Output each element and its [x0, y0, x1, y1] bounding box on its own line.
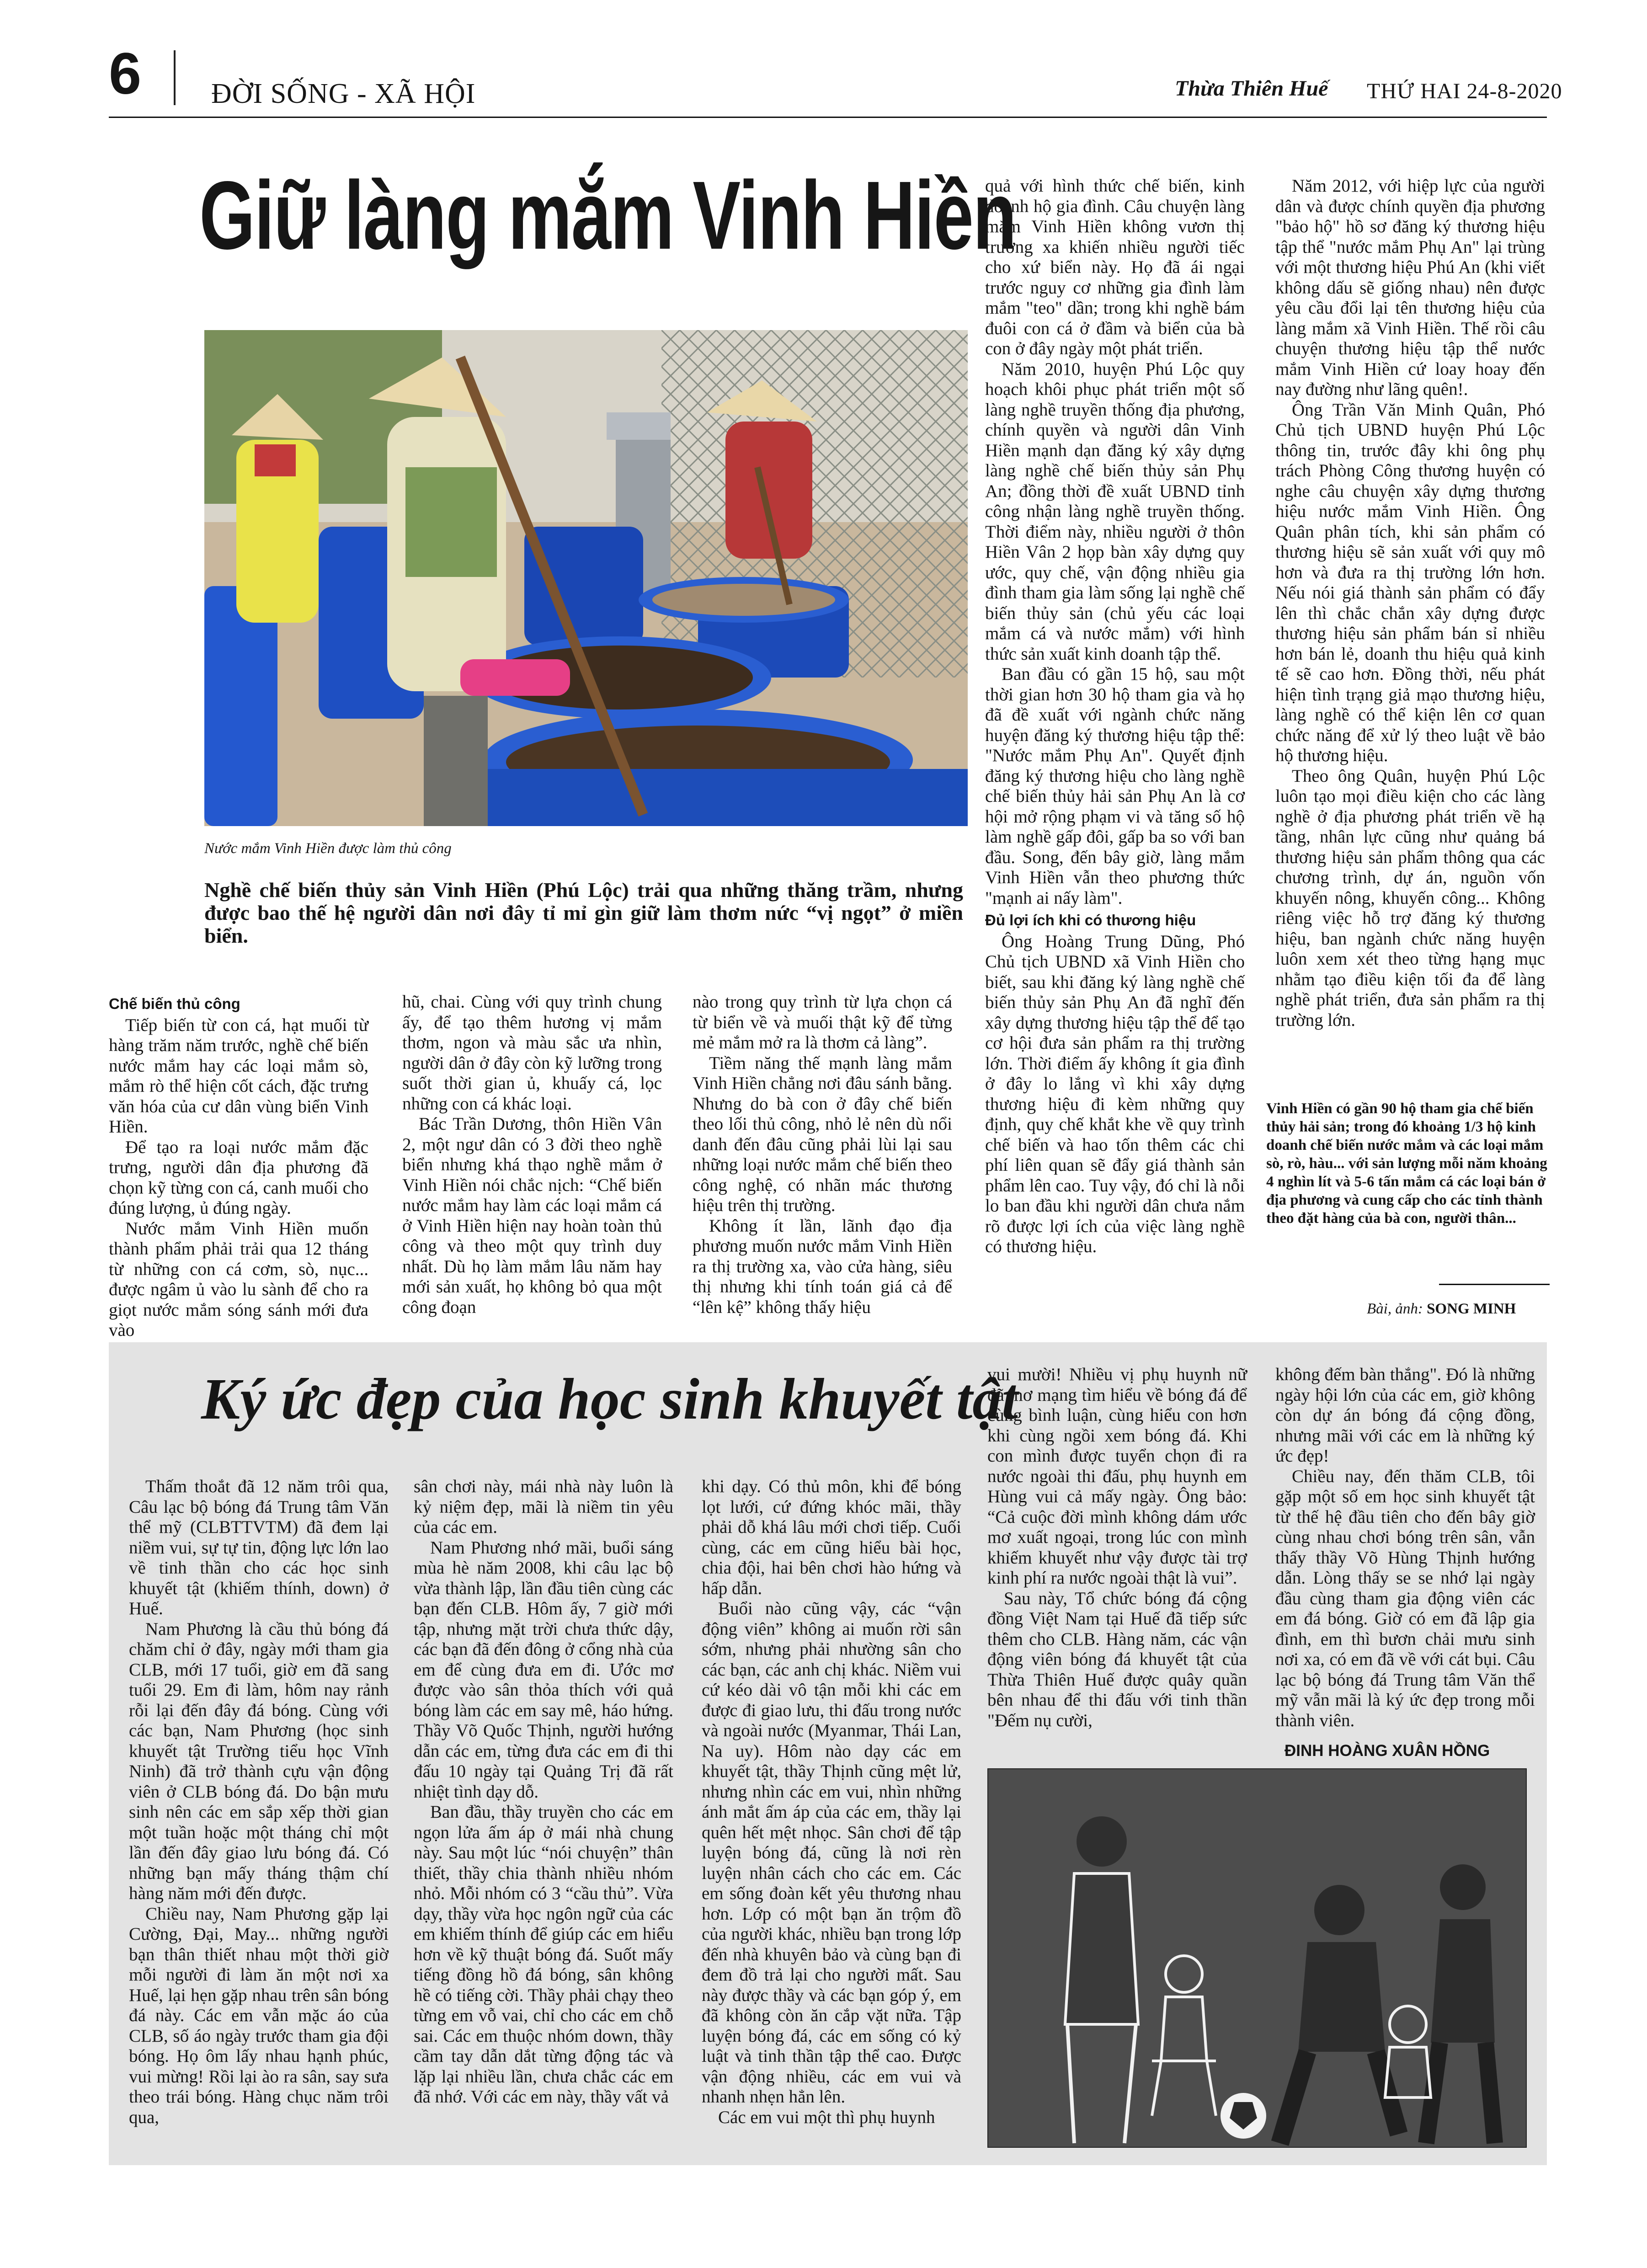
paragraph: Năm 2010, huyện Phú Lộc quy hoạch khôi phục phát triển một số làng nghề truyền thống địa phương, chính quyền và người dân Vinh Hiền mạnh dạn đăng ký xây dựng làng nghề chế biến thủy sản Phụ An; đồng thời đề xuất UBND tỉnh công nhận làng nghề truyền thống. Thời điểm này, nhiều người ở thôn Hiền Vân 2 họp bàn xây dựng quy ước, quy chế, vận động nhiều gia đình tham gia làm sống lại nghề chế biến thủy sản (chủ yếu các loại mắm cá và nước mắm) với hình thức sản xuất kinh doanh tập thể.: [985, 359, 1245, 664]
paragraph: Sau này, Tổ chức bóng đá cộng đồng Việt Nam tại Huế đã tiếp sức thêm cho CLB. Hàng năm, các vận động viên bóng đá khuyết tật của Thừa Thiên Huế được quây quần bên nhau để thi đấu với tinh thần "Đếm nụ cười,: [987, 1588, 1247, 1730]
article1-column-4: [985, 176, 1245, 1257]
newspaper-name: Thừa Thiên Huế: [1175, 76, 1328, 101]
paragraph: Nước mắm Vinh Hiền muốn thành phẩm phải trải qua 12 tháng từ những con cá cơm, sò, nục... được ngâm ủ vào lu sành để cho ra giọt nước mắm sóng sánh mới đưa vào: [109, 1218, 368, 1340]
article2-byline: ĐINH HOÀNG XUÂN HỒNG: [1285, 1742, 1490, 1760]
paragraph: Theo ông Quân, huyện Phú Lộc luôn tạo mọi điều kiện cho các làng nghề ở địa phương phát triển về hạ tầng, nhân lực cũng như quảng bá thương hiệu sản phẩm thông qua các chương trình, dự án, nguồn vốn khuyến nông, khuyến công... Không riêng việc hỗ trợ đăng ký thương hiệu, ban ngành chức năng huyện luôn xem xét theo từng hạng mục nhằm tạo điều kiện tối đa để làng nghề phát triển, đưa sản phẩm ra thị trường lớn.: [1275, 766, 1545, 1030]
issue-date: THỨ HAI 24-8-2020: [1367, 79, 1562, 103]
paragraph: Nam Phương nhớ mãi, buổi sáng mùa hè năm 2008, khi câu lạc bộ vừa thành lập, lần đầu tiên cùng các bạn đến CLB. Hôm ấy, 7 giờ mới tập, nhưng mặt trời chưa thức dậy, các bạn đã đến đông ở cổng nhà của em để cùng đưa em đi. Ước mơ được vào sân thỏa thích với quả bóng làm các em say mê, háo hứng. Thầy Võ Quốc Thịnh, người hướng dẫn các em, từng đưa các em đi thi đấu 10 ngày tại Quảng Trị đã rất nhiệt tình dạy dỗ.: [414, 1537, 673, 1802]
paragraph: khi dạy. Có thủ môn, khi để bóng lọt lưới, cứ đứng khóc mãi, thầy phải dỗ khá lâu mới chơi tiếp. Cuối cùng, các em cũng hiểu bài học, chia đội, hai bên chơi hào hứng và hấp dẫn.: [702, 1477, 961, 1598]
paragraph: hũ, chai. Cùng với quy trình chung ấy, để tạo thêm hương vị mắm thơm, ngon và màu sắc ưa nhìn, người dân ở đây còn kỹ lưỡng trong suốt thời gian ủ, khuấy cá, lọc những con cá khác loại.: [402, 992, 662, 1114]
football-illustration: [987, 1768, 1527, 2148]
article1-column-3: [693, 992, 952, 1318]
paragraph: Ban đầu, thầy truyền cho các em ngọn lửa ấm áp ở mái nhà chung này. Sau một lúc “nói chuyện” thân thiết, thầy chia thành nhiều nhóm nhỏ. Mỗi nhóm có 3 “cầu thủ”. Vừa dạy, thầy vừa học ngôn ngữ của các em khiếm thính để giúp các em hiểu hơn về kỹ thuật bóng đá. Suốt mấy tiếng đồng hồ đá bóng, sân không hề có tiếng cời. Thầy phải chạy theo từng em vỗ vai, chỉ cho các em chỗ sai. Các em thuộc nhóm down, thầy cầm tay dẫn dắt từng động tác và lặp lại nhiều lần, chưa chắc các em đã nhớ. Với các em này, thầy vất vả: [414, 1802, 673, 2107]
subheading: Đủ lợi ích khi có thương hiệu: [985, 912, 1196, 929]
paragraph: Năm 2012, với hiệp lực của người dân và được chính quyền địa phương "bảo hộ" hồ sơ đăng ký thương hiệu tập thể "nước mắm Phụ An" lại trùng với một thương hiệu Phú An (khi viết không dấu sẽ giống nhau) nên được yêu cầu đổi lại tên thương hiệu của làng mắm xã Vinh Hiền. Thế rồi câu chuyện thương hiệu tập thể nước mắm Vinh Hiền cứ loay hoay đến nay đường như lãng quên!.: [1275, 176, 1545, 399]
article2-column-4: [987, 1365, 1247, 1731]
article1-column-5: [1275, 176, 1545, 1030]
paragraph: Chiều nay, đến thăm CLB, tôi gặp một số em học sinh khuyết tật từ thế hệ đầu tiên cho đến bây giờ cùng nhau chơi bóng trên sân, vẫn thấy thầy Võ Hùng Thịnh hướng dẫn. Lòng thấy se se nhớ lại ngày đầu cùng tham gia động viên các em đá bóng. Giờ có em đã lập gia đình, em thì bươn chải mưu sinh nơi xa, có em đã về với cát bụi. Câu lạc bộ bóng đá Trung tâm Văn thể mỹ vẫn mãi là ký ức đẹp trong mỗi thành viên.: [1275, 1466, 1535, 1730]
paragraph: Ông Hoàng Trung Dũng, Phó Chủ tịch UBND xã Vinh Hiền cho biết, sau khi đăng ký làng nghề chế biến thủy sản Phụ An đã nghĩ đến xây dựng thương hiệu tập thể để tạo cơ hội đưa sản phẩm ra thị trường lớn. Thời điểm ấy không ít gia đình ở đây lo lắng vì khi xây dựng thương hiệu đi kèm những quy định, quy chế khắt khe về quy trình chế biến và hao tốn thêm các chi phí liên quan sẽ đẩy giá thành sản phẩm lên cao. Tuy vậy, đó chỉ là nỗi lo ban đầu khi người dân chưa nắm rõ được lợi ích của việc làng nghề có thương hiệu.: [985, 931, 1245, 1256]
article-photo: [204, 330, 968, 826]
football-players-sketch: [987, 1768, 1527, 2148]
article2-column-3: [702, 1477, 961, 2128]
header-separator: [174, 50, 176, 105]
article1-column-2: [402, 992, 662, 1318]
article-title: Giữ làng mắm Vinh Hiền: [199, 161, 1016, 269]
byline-author: SONG MINH: [1427, 1301, 1516, 1317]
paragraph: Ông Trần Văn Minh Quân, Phó Chủ tịch UBND huyện Phú Lộc thông tin, trước đây khi ông phụ trách Phòng Công thương huyện có nghe câu chuyện xây dựng thương hiệu nước mắm Vinh Hiền. Ông Quân phân tích, khi sản phẩm có thương hiệu sẽ sản xuất với quy mô hơn và đưa ra thị trường lớn hơn. Nếu nói giá thành sản phẩm có đẩy lên thì chắc chắn xây dựng được thương hiệu sản phẩm bán sỉ nhiều hơn bán lẻ, doanh thu hiệu quả kinh tế sẽ cao hơn. Đồng thời, nếu phát hiện tình trạng giả mạo thương hiệu, làng nghề có thể kiện lên cơ quan chức năng để xử lý theo luật về bảo hộ thương hiệu.: [1275, 400, 1545, 765]
paragraph: quả với hình thức chế biến, kinh doanh hộ gia đình. Câu chuyện làng mắm Vinh Hiền không vươn thị trường xa khiến nhiều người tiếc cho xứ biển này. Họ đã ái ngại trước nguy cơ những gia đình làm mắm "teo" dần; trong khi nghề bám đuôi con cá ở đầm và biển của bà con ở đây ngày một phát triển.: [985, 176, 1245, 358]
subheading: Chế biến thủ công: [109, 995, 240, 1012]
article1-byline: [1367, 1301, 1516, 1318]
paragraph: sân chơi này, mái nhà này luôn là kỷ niệm đẹp, mãi là niềm tin yêu của các em.: [414, 1477, 673, 1537]
byline-rule: [1439, 1284, 1550, 1285]
paragraph: Để tạo ra loại nước mắm đặc trưng, người dân địa phương đã chọn kỹ từng con cá, canh muối cho đúng lượng, ủ đúng ngày.: [109, 1137, 368, 1218]
fish-sauce-photo-illustration: [204, 330, 968, 826]
paragraph: Tiếp biến từ con cá, hạt muối từ hàng trăm năm trước, nghề chế biến nước mắm hay các loại mắm sò, mắm rò thể hiện cốt cách, đặc trưng văn hóa của cư dân vùng biển Vinh Hiền.: [109, 1015, 368, 1137]
article2-title: Ký ức đẹp của học sinh khuyết tật: [201, 1366, 1018, 1431]
paragraph: Buổi nào cũng vậy, các “vận động viên” không ai muốn rời sân sớm, nhưng phải nhường sân cho các bạn, các anh chị khác. Niềm vui cứ kéo dài vô tận mỗi khi các em được đi giao lưu, thi đấu trong nước và ngoài nước (Myanmar, Thái Lan, Na uy). Hôm nào dạy các em khuyết tật, thầy Thịnh cũng mệt lử, nhưng nhìn các em vui, nhìn những ánh mắt ấm áp của các em, thầy lại quên hết mệt nhọc. Sân chơi để tập luyện bóng đá, cũng là nơi rèn luyện nhân cách cho các em. Các em sống đoàn kết yêu thương nhau hơn. Lớp có một bạn ăn trộm đồ của người khác, nhiều bạn trong lớp đến nhà khuyên bảo và cùng bạn đi đem đồ trả lại cho người mất. Sau này được thầy và các bạn góp ý, em đã không còn ăn cắp vặt nữa. Tập luyện bóng đá, các em sống có kỷ luật và tinh thần tập thể cao. Được vận động nhiều, các em vui và nhanh nhẹn hẳn lên.: [702, 1599, 961, 2107]
article-lead: Nghề chế biến thủy sản Vinh Hiền (Phú Lộc) trải qua những thăng trầm, nhưng được bao thế hệ người dân nơi đây tỉ mỉ gìn giữ làm thơm nức “vị ngọt” ở miền biển.: [204, 878, 963, 947]
paragraph: Ban đầu có gần 15 hộ, sau một thời gian hơn 30 hộ tham gia và họ đã đề xuất với ngành chức năng huyện đăng ký thương hiệu tập thể: "Nước mắm Phụ An". Quyết định đăng ký thương hiệu cho làng nghề chế biến thủy hải sản Phụ An là cơ hội mở rộng phạm vi và tăng số hộ làm nghề gấp đôi, gấp ba so với ban đầu. Song, đến bây giờ, làng mắm Vinh Hiền vẫn theo phương thức "mạnh ai nấy làm".: [985, 664, 1245, 908]
article2-column-2: [414, 1477, 673, 2108]
article2-column-5: [1275, 1365, 1535, 1731]
photo-caption: Nước mắm Vinh Hiền được làm thủ công: [204, 840, 452, 857]
paragraph: nào trong quy trình từ lựa chọn cá từ biển về và muối thật kỹ để từng mẻ mắm mở ra là thơm cả làng”.: [693, 992, 952, 1052]
paragraph: Các em vui một thì phụ huynh: [718, 2107, 935, 2127]
section-title: ĐỜI SỐNG - XÃ HỘI: [211, 78, 476, 109]
paragraph: Không ít lần, lãnh đạo địa phương muốn nước mắm Vinh Hiền ra thị trường xa, vào cửa hàng, siêu thị nhưng khi tính toán giá cả để “lên kệ” không thấy hiệu: [693, 1216, 952, 1317]
article2-column-1: [129, 1477, 389, 2128]
page-number: 6: [109, 41, 142, 107]
paragraph: vui mười! Nhiều vị phụ huynh nữ đã mơ mạng tìm hiểu về bóng đá để cùng bình luận, cùng hiểu con hơn khi cùng ngồi xem bóng đá. Khi con mình được tuyển chọn đi ra nước ngoài thi đấu, phụ huynh em Hùng vui cả mấy ngày. Ông bảo: “Cả cuộc đời mình không dám ước mơ xuất ngoại, trong lúc con mình khiếm khuyết như vậy được tài trợ kinh phí ra nước ngoài thật là vui”.: [987, 1365, 1247, 1588]
paragraph: Chiều nay, Nam Phương gặp lại Cường, Đại, May... những người bạn thân thiết nhau một thời giờ mỗi người đi làm ăn một nơi xa Huế, lại hẹn gặp nhau trên sân bóng đá này. Các em vẫn mặc áo của CLB, số áo ngày trước tham gia đội bóng. Họ ôm lấy nhau hạnh phúc, vui mừng! Rồi lại ào ra sân, say sưa theo trái bóng. Hàng chục năm trôi qua,: [129, 1904, 389, 2127]
fact-box: Vinh Hiền có gần 90 hộ tham gia chế biến thủy hải sản; trong đó khoảng 1/3 hộ kinh doanh chế biến nước mắm và các loại mắm sò, rò, hàu... với sản lượng mỗi năm khoảng 4 nghìn lít và 5-6 tấn mắm cá các loại bán ở địa phương và cung cấp cho các tỉnh thành theo đặt hàng của bà con, người thân...: [1266, 1100, 1547, 1227]
byline-prefix: Bài, ảnh:: [1367, 1301, 1423, 1317]
paragraph: Nam Phương là cầu thủ bóng đá chăm chỉ ở đây, ngày mới tham gia CLB, mới 17 tuổi, giờ em đã sang tuổi 29. Em đi làm, hôm nay rảnh rỗi lại đến đây đá bóng. Cùng với các bạn, Nam Phương (học sinh khuyết tật Trường tiểu học Vĩnh Ninh) đã trở thành cựu vận động viên ở CLB bóng đá. Do bận mưu sinh nên các em sắp xếp thời gian một tuần hoặc một tháng chỉ một lần đến đây giao lưu bóng đá. Có những bạn mấy tháng thậm chí hàng năm mới đến được.: [129, 1619, 389, 1903]
paragraph: Bác Trần Dương, thôn Hiền Vân 2, một ngư dân có 3 đời theo nghề biển nhưng khá thạo nghề mắm ở Vinh Hiền nói chắc nịch: “Chế biến nước mắm hay làm các loại mắm cá ở Vinh Hiền hiện nay hoàn toàn thủ công và theo một quy trình duy nhất. Dù họ làm mắm lâu năm hay mới sản xuất, họ không bỏ qua một công đoạn: [402, 1114, 662, 1317]
article1-column-1: [109, 992, 368, 1341]
paragraph: Thấm thoắt đã 12 năm trôi qua, Câu lạc bộ bóng đá Trung tâm Văn thể mỹ (CLBTTVTM) đã đem lại niềm vui, sự tự tin, động lực lớn lao về tinh thần cho các học sinh khuyết tật (khiếm thính, down) ở Huế.: [129, 1477, 389, 1618]
paragraph: Tiềm năng thế mạnh làng mắm Vinh Hiền chẳng nơi đâu sánh bằng. Nhưng do bà con ở đây chế biến theo lối thủ công, nhỏ lẻ nên dù nổi danh đến đâu cũng phải lùi lại sau những loại nước mắm chế biến theo công nghệ, có nhãn mác thương hiệu trên thị trường.: [693, 1053, 952, 1215]
paragraph: không đếm bàn thắng". Đó là những ngày hội lớn của các em, giờ không còn dự án bóng đá cộng đồng, nhưng mãi với các em là những ký ức đẹp!: [1275, 1365, 1535, 1466]
header-rule: [109, 117, 1547, 118]
